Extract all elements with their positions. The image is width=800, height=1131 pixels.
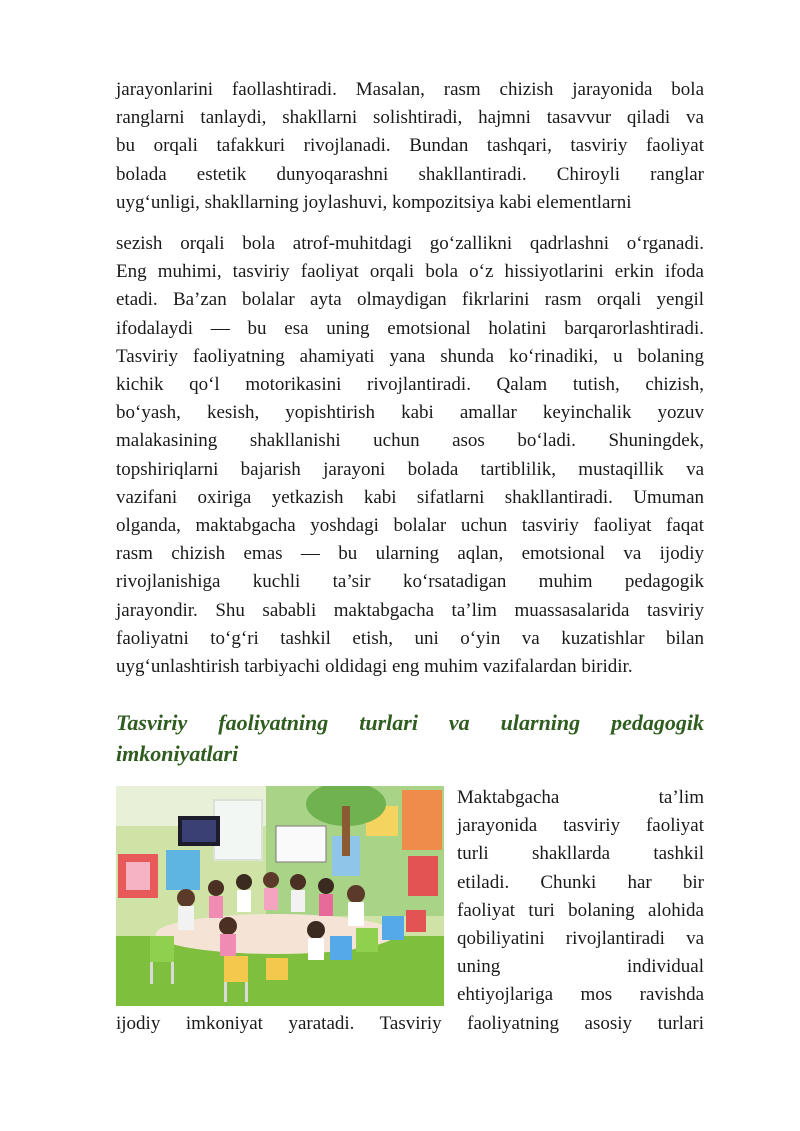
- text-line: jarayonlarini faollashtiradi. Masalan, rasm chizish jarayonida bola: [116, 79, 704, 100]
- heading-line: imkoniyatlari: [116, 741, 239, 766]
- heading-line: Tasviriy faoliyatning turlari va ularning pedagogik: [116, 710, 704, 735]
- text-line: vazifani oxiriga yetkazish kabi sifatlarni shakllantiradi. Umuman: [116, 486, 704, 508]
- text-line: malakasining shakllanishi uchun asos bo‘ladi. Shuningdek,: [116, 430, 704, 452]
- text-line: uyg‘unlashtirish tarbiyachi oldidagi eng muhim vazifalardan biridir.: [116, 656, 633, 678]
- text-line: ijodiy imkoniyat yaratadi. Tasviriy faoliyatning asosiy turlari: [116, 1013, 704, 1034]
- text-line: kichik qo‘l motorikasini rivojlantiradi. Qalam tutish, chizish,: [116, 374, 704, 396]
- text-line: qobiliyatini rivojlantiradi va: [457, 928, 704, 950]
- text-line: etadi. Ba’zan bolalar ayta olmaydigan fikrlarini rasm orqali yengil: [116, 289, 704, 311]
- side-paragraph: [457, 784, 704, 1010]
- text-line: faoliyat turi bolaning alohida: [457, 899, 704, 921]
- text-line: etiladi. Chunki har bir: [457, 871, 704, 893]
- text-line: bolada estetik dunyoqarashni shakllantiradi. Chiroyli ranglar: [116, 163, 704, 185]
- text-line: Eng muhimi, tasviriy faoliyat orqali bola o‘z hissiyotlarini erkin ifoda: [116, 261, 704, 283]
- text-line: turli shakllarda tashkil: [457, 843, 704, 865]
- text-line: ifodalaydi — bu esa uning emotsional holatini barqarorlashtiradi.: [116, 317, 704, 339]
- text-line: rasm chizish emas — bu ularning aqlan, emotsional va ijodiy: [116, 543, 704, 565]
- classroom-photo: [116, 786, 444, 1006]
- text-line: bo‘yash, kesish, yopishtirish kabi amallar keyinchalik yozuv: [116, 402, 704, 424]
- text-line: ehtiyojlariga mos ravishda: [457, 984, 704, 1006]
- bottom-paragraph: [116, 1010, 704, 1038]
- paragraph-1: [116, 76, 704, 217]
- text-line: sezish orqali bola atrof-muhitdagi go‘zallikni qadrlashni o‘rganadi.: [116, 233, 704, 254]
- text-line: olganda, maktabgacha yoshdagi bolalar uchun tasviriy faoliyat faqat: [116, 515, 704, 537]
- text-line: bu orqali tafakkuri rivojlanadi. Bundan tashqari, tasviriy faoliyat: [116, 135, 704, 157]
- text-line: uyg‘unligi, shakllarning joylashuvi, kompozitsiya kabi elementlarni: [116, 191, 632, 213]
- text-line: jarayondir. Shu sababli maktabgacha ta’lim muassasalarida tasviriy: [116, 599, 704, 621]
- text-line: jarayonida tasviriy faoliyat: [457, 815, 704, 837]
- text-line: Maktabgacha ta’lim: [457, 787, 704, 808]
- text-line: topshiriqlarni bajarish jarayoni bolada tartiblilik, mustaqillik va: [116, 458, 704, 480]
- text-line: rivojlanishiga kuchli ta’sir ko‘rsatadigan muhim pedagogik: [116, 571, 704, 593]
- text-line: faoliyatni to‘g‘ri tashkil etish, uni o‘yin va kuzatishlar bilan: [116, 627, 704, 649]
- section-heading: [116, 707, 704, 769]
- paragraph-2: [116, 230, 704, 681]
- text-line: Tasviriy faoliyatning ahamiyati yana shunda ko‘rinadiki, u bolaning: [116, 345, 704, 367]
- text-line: uning individual: [457, 956, 704, 978]
- text-line: ranglarni tanlaydi, shakllarni solishtiradi, hajmni tasavvur qiladi va: [116, 107, 704, 129]
